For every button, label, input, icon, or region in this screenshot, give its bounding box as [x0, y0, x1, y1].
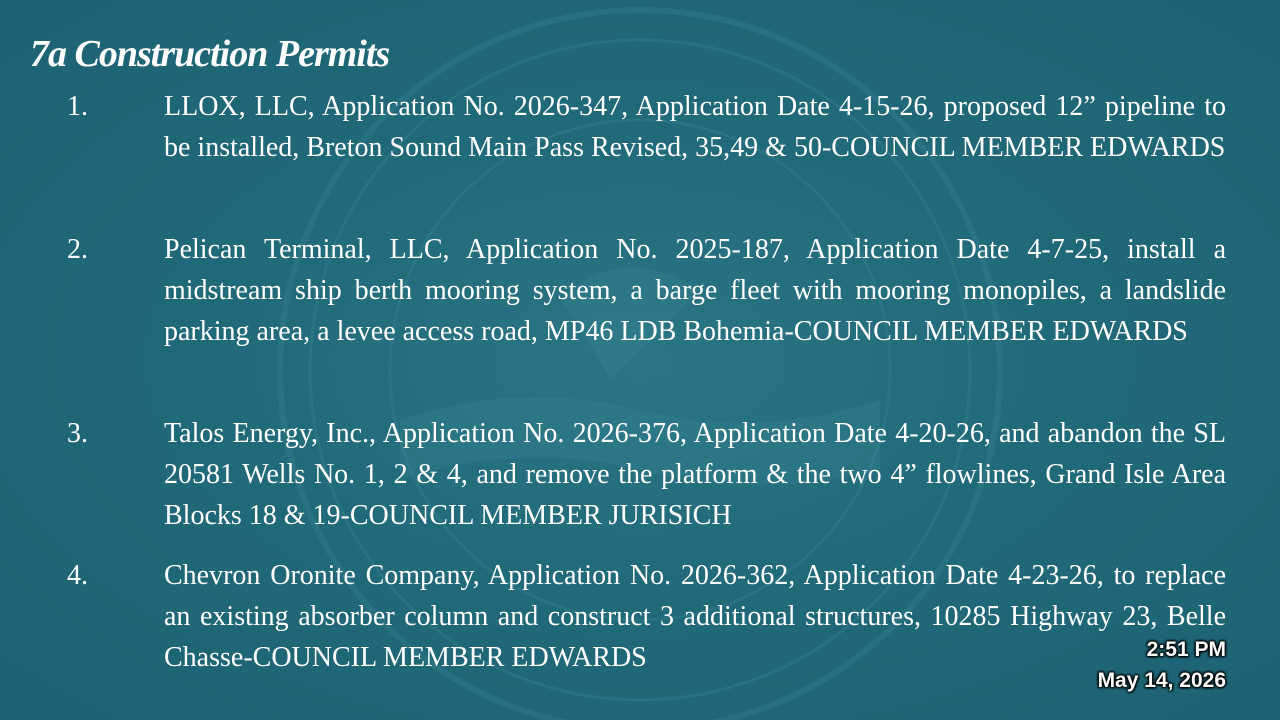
overlay-date: May 14, 2026 [1097, 669, 1226, 692]
item-number: 4. [67, 560, 88, 591]
item-number: 2. [67, 234, 88, 265]
item-text: Chevron Oronite Company, Application No. 2026-362, Application Date 4-23-26, to replace an existing absorber column and construct 3 additional structures, 10285 Highway 23, Belle Chasse-COUNCIL MEMBER EDWARDS [164, 560, 1226, 673]
item-number: 1. [67, 91, 88, 122]
item-text: LLOX, LLC, Application No. 2026-347, Application Date 4-15-26, proposed 12” pipeline to be installed, Breton Sound Main Pass Revised, 35,49 & 50-COUNCIL MEMBER EDWARDS [164, 91, 1226, 163]
slide-title: 7a Construction Permits [30, 33, 390, 75]
item-text: Pelican Terminal, LLC, Application No. 2025-187, Application Date 4-7-25, install a midstream ship berth mooring system, a barge fleet with mooring monopiles, a landslide parking area, a levee access road, MP46 LDB Bohemia-COUNCIL MEMBER EDWARDS [164, 234, 1226, 347]
item-number: 3. [67, 418, 88, 449]
timestamp-overlay [1098, 634, 1226, 696]
overlay-time: 2:51 PM [1146, 638, 1226, 661]
item-text: Talos Energy, Inc., Application No. 2026-376, Application Date 4-20-26, and abandon the SL 20581 Wells No. 1, 2 & 4, and remove the platform & the two 4” flowlines, Grand Isle Area Blocks 18 & 19-COUNCIL MEMBER JURISICH [164, 418, 1226, 531]
